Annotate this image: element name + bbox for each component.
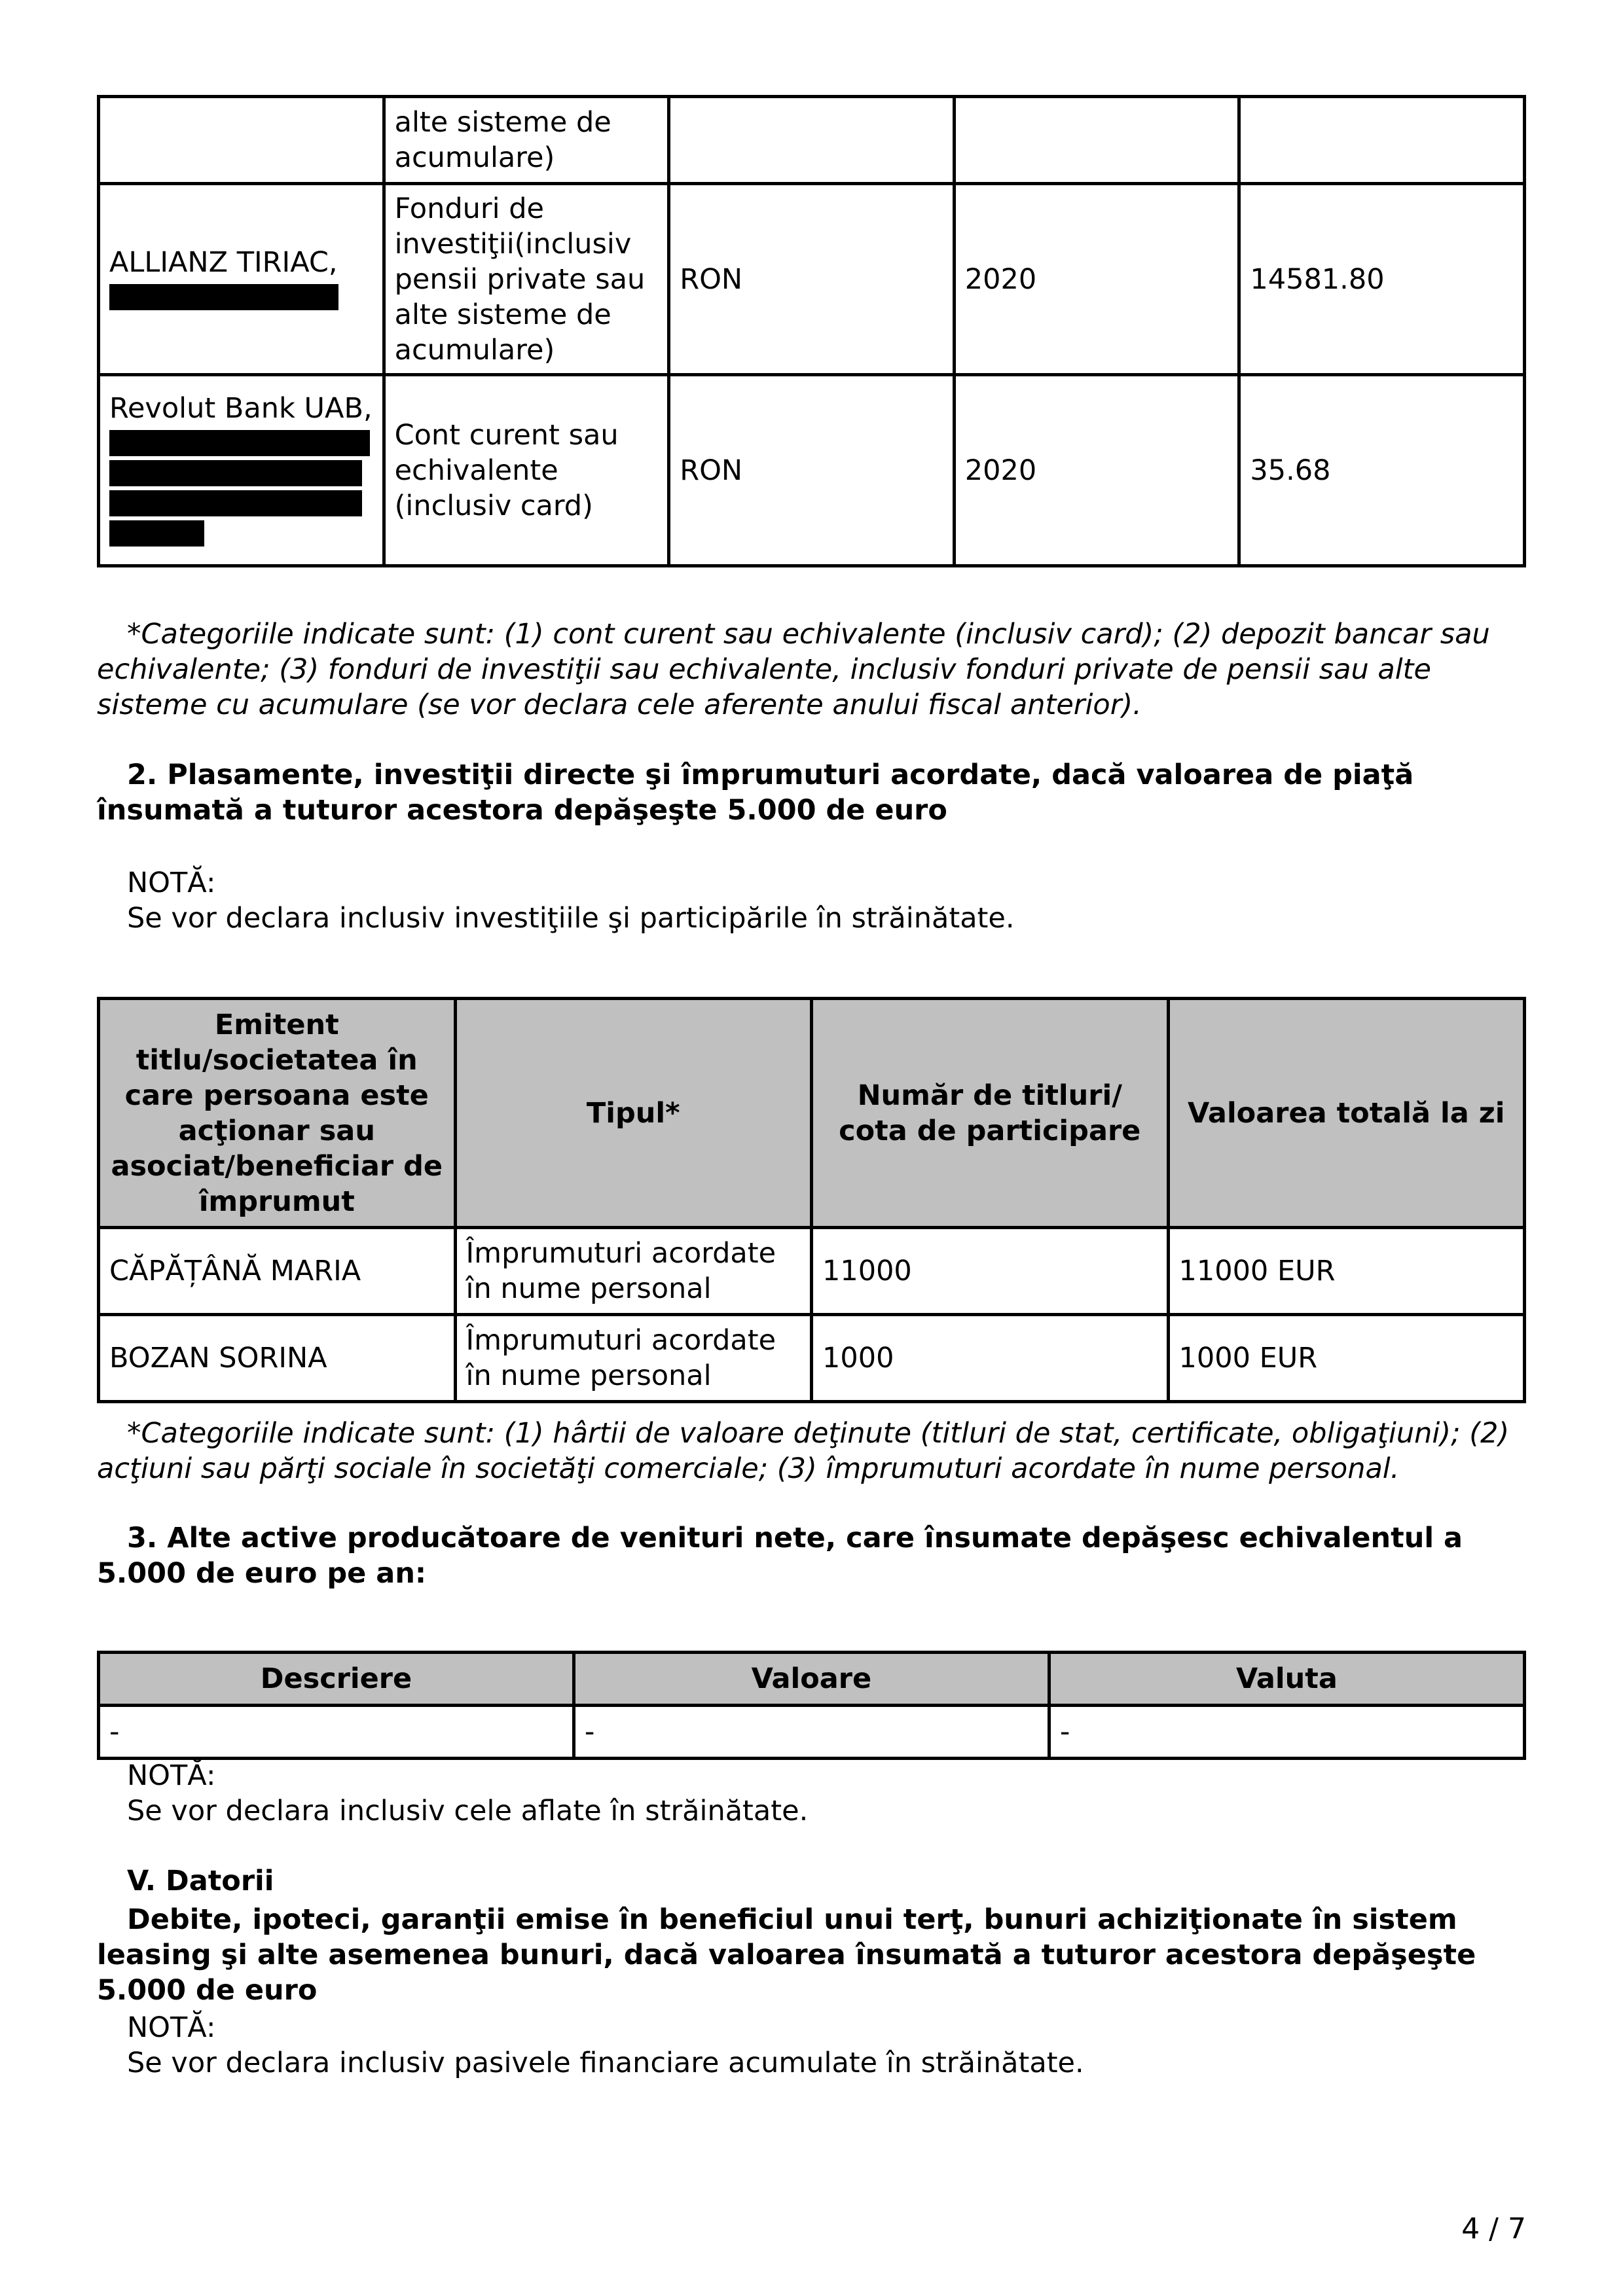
table-header-row xyxy=(100,1654,1523,1704)
currency-cell: RON xyxy=(670,376,953,564)
year-cell xyxy=(956,98,1238,182)
type-cell: Împrumuturi acordate în nume personal xyxy=(457,1229,811,1313)
currency-cell: - xyxy=(1051,1707,1523,1757)
amount-cell: - xyxy=(575,1707,1048,1757)
header-value: Valoarea totală la zi xyxy=(1170,1000,1523,1226)
other-assets-table xyxy=(97,1651,1526,1760)
investments-table xyxy=(97,997,1526,1403)
redaction-bar xyxy=(109,460,362,486)
section-5-heading: Debite, ipoteci, garanţii emise în beneficiul unui terţ, bunuri achiziţionate în sistem leasing şi alte asemenea bunuri, dacă valoarea însumată a tuturor acestora depăşeşte 5.000 de euro xyxy=(97,1903,1476,2007)
footnote-investments: *Categoriile indicate sunt: (1) hârtii de valoare deţinute (titluri de stat, certificate, obligaţiuni); (2) acţiuni sau părţi sociale în societăţi comerciale; (3) împrumuturi acordate în nume personal. xyxy=(97,1417,1510,1485)
institution-cell xyxy=(100,376,382,564)
amount-cell: 35.68 xyxy=(1241,376,1523,564)
note-text: Se vor declara inclusiv cele aflate în străinătate. xyxy=(127,1795,809,1827)
description-cell: - xyxy=(100,1707,572,1757)
table-row xyxy=(100,185,1523,373)
table-row xyxy=(100,1707,1523,1757)
footnote-accounts: *Categoriile indicate sunt: (1) cont curent sau echivalente (inclusiv card); (2) depozit bancar sau echivalente; (3) fonduri de investiţii sau echivalente, inclusiv fonduri private de pensii sau alte sisteme cu acumulare (se vor declara cele aferente anului fiscal anterior). xyxy=(97,618,1490,721)
header-count: Număr de titluri/ cota de participare xyxy=(813,1000,1167,1226)
note-label: NOTĂ: xyxy=(127,867,216,899)
header-amount: Valoare xyxy=(575,1654,1048,1704)
section-2-heading: 2. Plasamente, investiţii directe şi împrumuturi acordate, dacă valoarea de piaţă însumată a tuturor acestora depăşeşte 5.000 de euro xyxy=(97,759,1414,827)
redaction-bar xyxy=(109,490,362,516)
header-currency: Valuta xyxy=(1051,1654,1523,1704)
amount-cell xyxy=(1241,98,1523,182)
issuer-cell: CĂPĂȚÂNĂ MARIA xyxy=(100,1229,454,1313)
institution-name: Revolut Bank UAB, xyxy=(109,391,373,425)
table-row xyxy=(100,1229,1523,1313)
table-row xyxy=(100,98,1523,182)
value-cell: 11000 EUR xyxy=(1170,1229,1523,1313)
institution-name: ALLIANZ TIRIAC, xyxy=(109,245,338,279)
note-text: Se vor declara inclusiv investiţiile şi participările în străinătate. xyxy=(127,902,1015,935)
table-header-row xyxy=(100,1000,1523,1226)
note-label: NOTĂ: xyxy=(127,2011,216,2044)
redaction-bar xyxy=(109,520,204,547)
count-cell: 11000 xyxy=(813,1229,1167,1313)
redaction-bar xyxy=(109,284,338,310)
note-label: NOTĂ: xyxy=(127,1759,216,1792)
institution-cell xyxy=(100,98,382,182)
value-cell: 1000 EUR xyxy=(1170,1316,1523,1400)
institution-cell xyxy=(100,185,382,373)
amount-cell: 14581.80 xyxy=(1241,185,1523,373)
currency-cell: RON xyxy=(670,185,953,373)
section-5-title: V. Datorii xyxy=(127,1865,274,1897)
note-text: Se vor declara inclusiv pasivele financiare acumulate în străinătate. xyxy=(127,2047,1084,2079)
type-cell: Împrumuturi acordate în nume personal xyxy=(457,1316,811,1400)
section-3-heading: 3. Alte active producătoare de venituri nete, care însumate depăşesc echivalentul a 5.000 de euro pe an: xyxy=(97,1522,1463,1590)
table-row xyxy=(100,376,1523,564)
count-cell: 1000 xyxy=(813,1316,1167,1400)
category-cell: Fonduri de investiţii(inclusiv pensii private sau alte sisteme de acumulare) xyxy=(386,185,668,373)
year-cell: 2020 xyxy=(956,185,1238,373)
issuer-cell: BOZAN SORINA xyxy=(100,1316,454,1400)
table-row xyxy=(100,1316,1523,1400)
accounts-table xyxy=(97,95,1526,567)
year-cell: 2020 xyxy=(956,376,1238,564)
header-type: Tipul* xyxy=(457,1000,811,1226)
currency-cell xyxy=(670,98,953,182)
page-number: 4 / 7 xyxy=(1461,2212,1526,2246)
header-description: Descriere xyxy=(100,1654,572,1704)
category-cell: Cont curent sau echivalente (inclusiv card) xyxy=(386,376,668,564)
category-cell: alte sisteme de acumulare) xyxy=(386,98,668,182)
redaction-bar xyxy=(109,430,370,456)
header-issuer: Emitent titlu/societatea în care persoana este acţionar sau asociat/beneficiar de împrumut xyxy=(100,1000,454,1226)
